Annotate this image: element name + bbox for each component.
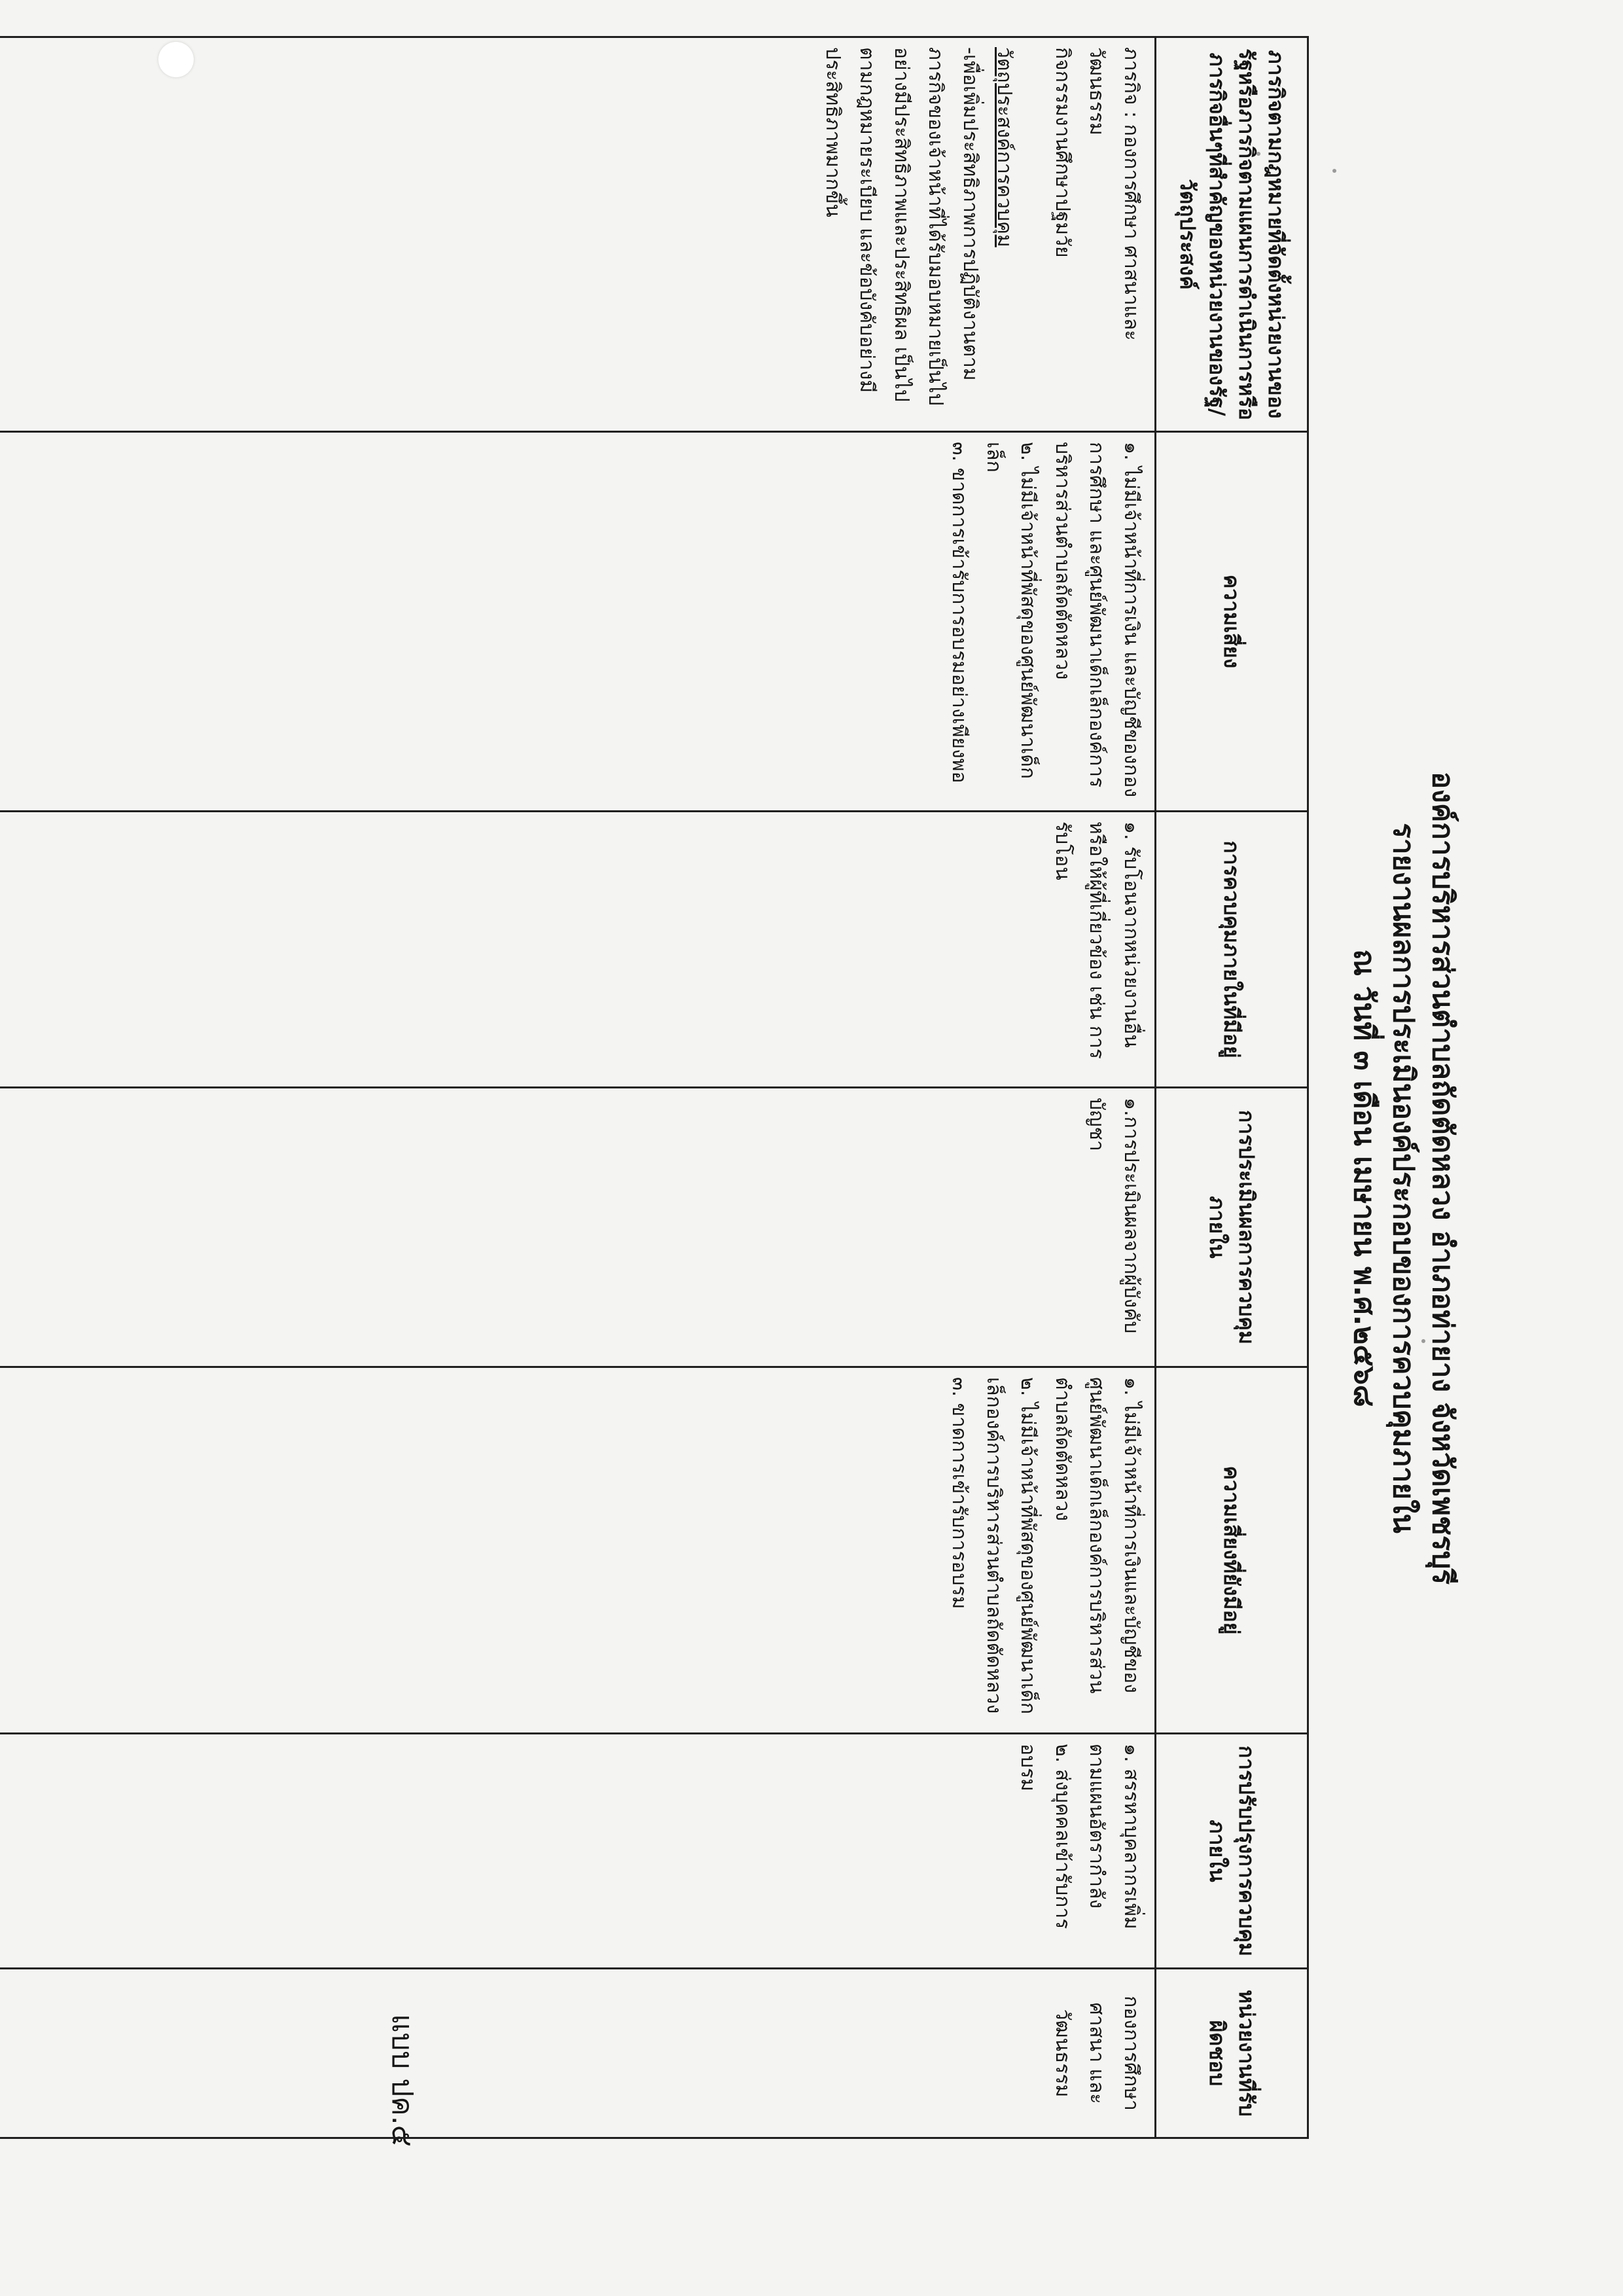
remaining-risk-item: ๑. ไม่มีเจ้าหน้าที่การเงินและบัญชีของศูนย์พัฒนาเด็กเล็กองค์การบริหารส่วนตำบลถัดตัดหลวง — [1051, 1377, 1143, 1694]
table-row — [0, 37, 1156, 2138]
risk-item: ๓. ขาดการเข้ารับการอบรมอย่างเพียงพอ — [948, 442, 971, 783]
header-remaining-risk: ความเสี่ยงที่ยังมีอยู่ — [1156, 1367, 1308, 1734]
existing-control-item: ๑. รับโอนจากหน่วยงานอื่นหรือให้ผู้ที่เกี่ยวข้อง เช่น การรับโอน — [1051, 821, 1143, 1060]
cell-risk — [0, 432, 1156, 812]
cell-remaining-risk — [0, 1367, 1156, 1734]
mission-title: ภารกิจ : กองการศึกษา ศาสนาและวัฒนธรรม — [1085, 47, 1143, 341]
header-responsible-unit: หน่วยงานที่รับผิดชอบ — [1156, 1969, 1308, 2138]
form-code: แบบ ปค.๕ — [385, 2014, 419, 2147]
objective-heading: วัตถุประสงค์การควบคุม — [993, 47, 1016, 247]
improvement-item: ๑. สรรหาบุคลากรเพิ่มตามแผนอัตรากำลัง — [1085, 1744, 1143, 1929]
header-evaluation: การประเมินผลการควบคุมภายใน — [1156, 1088, 1308, 1367]
header-mission: ภารกิจตามกฎหมายที่จัดตั้งหน่วยงานของรัฐหรือภารกิจตามแผนการดำเนินการหรือภารกิจอื่นๆที่สำคัญของหน่วยงานของรัฐ/วัตถุประสงค์ — [1156, 37, 1308, 432]
header-risk: ความเสี่ยง — [1156, 432, 1308, 812]
cell-improvement — [0, 1734, 1156, 1969]
evaluation-item: ๑.การประเมินผลจากผู้บังคับบัญชา — [1085, 1098, 1143, 1334]
table-header-row — [1156, 37, 1308, 2138]
document-title-organization: องค์การบริหารส่วนตำบลถัดตัดหลวง อำเภอท่ายาง จังหวัดเพชรบุรี — [1426, 771, 1459, 1585]
document-title-date: ณ วันที่ ๓ เดือน เมษายน พ.ศ.๒๕๖๘ — [1347, 949, 1381, 1407]
remaining-risk-item: ๒. ไม่มีเจ้าหน้าที่พัสดุของศูนย์พัฒนาเด็กเล็กองค์การบริหารส่วนตำบลถัดตัดหลวง — [982, 1377, 1040, 1715]
remaining-risk-item: ๓. ขาดการเข้ารับการอบรม — [948, 1377, 971, 1609]
risk-assessment-table — [0, 36, 1309, 2139]
cell-mission — [0, 37, 1156, 432]
mission-activity: กิจกรรมงานศึกษาปฐมวัย — [1051, 47, 1074, 258]
improvement-item: ๒. ส่งบุคคลเข้ารับการอบรม — [1016, 1744, 1074, 1929]
risk-item: ๒. ไม่มีเจ้าหน้าที่พัสดุของศูนย์พัฒนาเด็กเล็ก — [982, 442, 1040, 780]
objective-text: -เพื่อเพิ่มประสิทธิภาพการปฏิบัติงานตามภารกิจของเจ้าหน้าที่ได้รับมอบหมายเป็นไปอย่างมีประสิทธิภาพและประสิทธิผล เป็นไปตามกฎหมายระเบียบ และข้อบังคับอย่างมีประสิทธิภาพมากขึ้น — [821, 47, 982, 406]
cell-responsible-unit: กองการศึกษา ศาสนา และวัฒนธรรม — [0, 1969, 1156, 2138]
header-improvement: การปรับปรุงการควบคุมภายใน — [1156, 1734, 1308, 1969]
document-title-report: รายงานผลการประเมินองค์ประกอบของการควบคุมภายใน — [1387, 823, 1420, 1534]
header-existing-control: การควบคุมภายในที่มีอยู่ — [1156, 812, 1308, 1088]
cell-existing-control — [0, 812, 1156, 1088]
cell-evaluation — [0, 1088, 1156, 1367]
risk-item: ๑. ไม่มีเจ้าหน้าที่การเงิน และบัญชีของกองการศึกษา และศูนย์พัฒนาเด็กเล็กองค์การบริหารส่วนตำบลถัดตัดหลวง — [1051, 442, 1143, 798]
